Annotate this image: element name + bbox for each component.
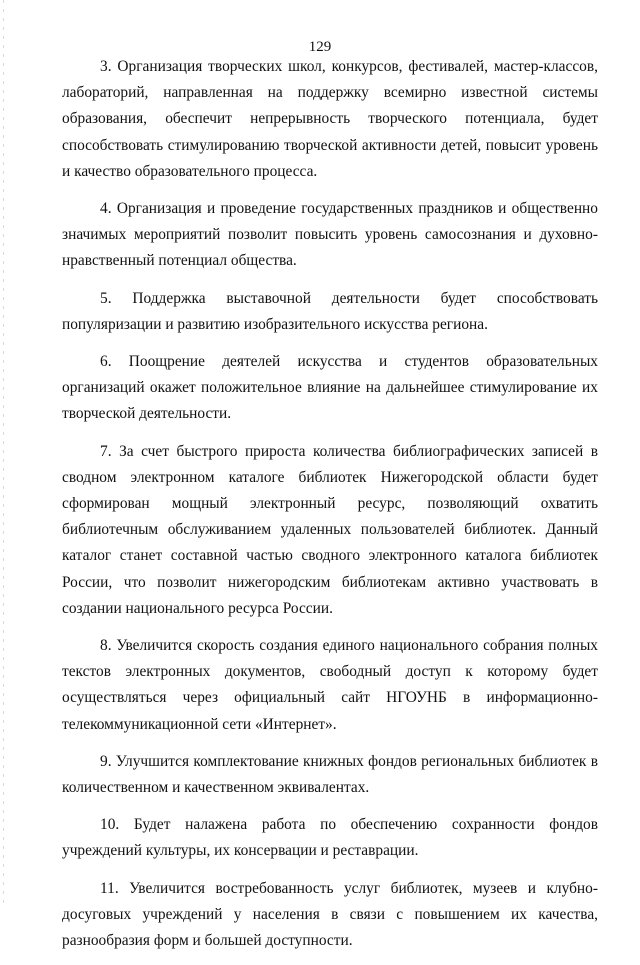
page-number: 129: [308, 39, 332, 55]
paragraph-9: 9. Улучшится комплектование книжных фондов региональных библиотек в количественном и качественном эквивалентах.: [62, 752, 598, 797]
paragraph-3: 3. Организация творческих школ, конкурсов, фестивалей, мастер-классов, лабораторий, направленная на поддержку всемирно известной системы образования, обеспечит непрерывность творческого потенциала, будет способствовать стимулированию творческой активности детей, повысит уровень и качество образовательного процесса.: [62, 58, 598, 180]
paragraph-11: 11. Увеличится востребованность услуг библиотек, музеев и клубно-досуговых учреждений у населения в связи с повышением их качества, разнообразия форм и большей доступности.: [62, 879, 598, 950]
paragraph-4: 4. Организация и проведение государственных праздников и общественно значимых мероприятий позволит повысить уровень самосознания и духовно-нравственный потенциал общества.: [62, 200, 598, 270]
paragraph-8: 8. Увеличится скорость создания единого национального собрания полных текстов электронных документов, свободный доступ к которому будет осуществляться через официальный сайт НГОУНБ в информационно-телекоммуникационной сети «Интернет».: [62, 637, 598, 733]
scan-edge-mark: [3, 0, 4, 905]
page-body: [62, 54, 598, 965]
paragraph-7: 7. За счет быстрого прироста количества библиографических записей в сводном электронном каталоге библиотек Нижегородской области будет сформирован мощный электронный ресурс, позволяющий охватить библиотечным обслуживанием удаленных пользователей библиотек. Данный каталог станет составной частью сводного электронного каталога библиотек России, что позволит нижегородским библиотекам активно участвовать в создании национального ресурса России.: [62, 442, 598, 617]
paragraph-5: 5. Поддержка выставочной деятельности будет способствовать популяризации и развитию изобразительного искусства региона.: [62, 289, 598, 333]
paragraph-6: 6. Поощрение деятелей искусства и студентов образовательных организаций окажет положительное влияние на дальнейшее стимулирование их творческой деятельности.: [62, 353, 598, 423]
paragraph-10: 10. Будет налажена работа по обеспечению сохранности фондов учреждений культуры, их консервации и реставрации.: [62, 816, 598, 860]
